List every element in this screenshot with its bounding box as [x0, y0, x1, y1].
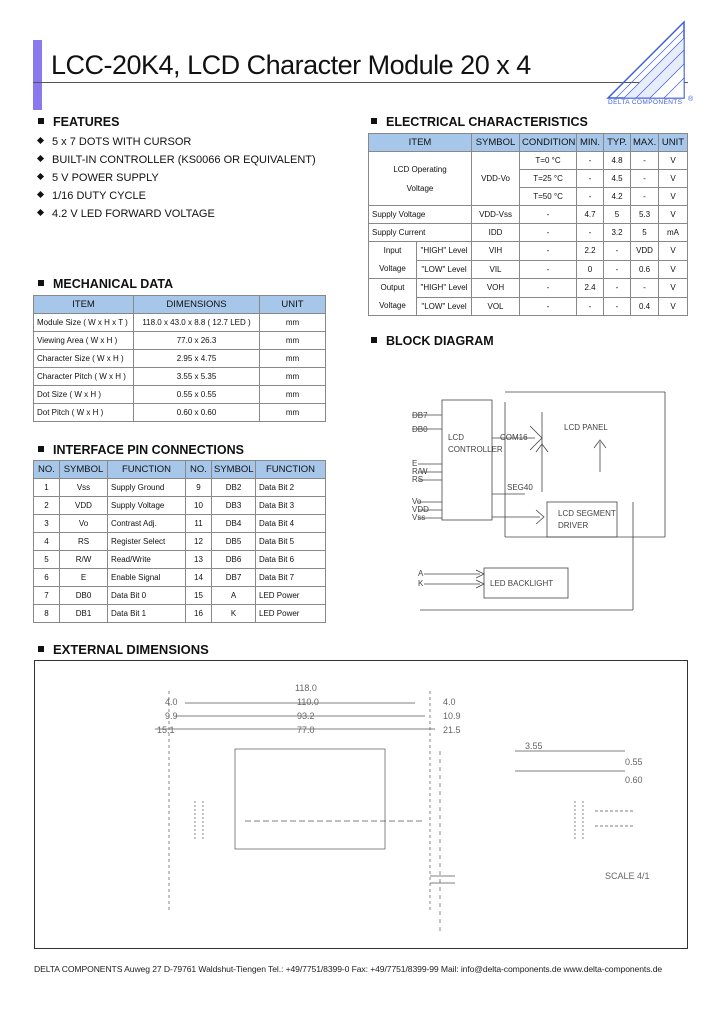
logo-text: DELTA COMPONENTS: [608, 99, 683, 106]
table-cell: "LOW" Level: [417, 297, 472, 316]
block-diagram: [360, 352, 690, 612]
table-cell: -: [520, 297, 577, 316]
dim-label: 9.9: [165, 711, 178, 721]
bd-label-ctrl2: CONTROLLER: [448, 445, 503, 454]
table-row: [34, 497, 326, 515]
table-cell: -: [604, 260, 631, 279]
table-cell: VDD: [60, 497, 108, 515]
table-cell: [369, 152, 472, 206]
cell-label: Voltage: [379, 264, 406, 273]
table-cell: Viewing Area ( W x H ): [34, 332, 134, 350]
table-cell: Register Select: [108, 533, 186, 551]
cell-label: Voltage: [406, 183, 434, 193]
table-cell: Vo: [60, 515, 108, 533]
table-cell: -: [577, 188, 604, 206]
dim-label: 110.0: [297, 697, 319, 707]
delta-logo: [604, 18, 694, 110]
interface-heading-text: INTERFACE PIN CONNECTIONS: [53, 443, 244, 457]
bd-label-db7: DB7: [412, 411, 428, 420]
table-row: [34, 350, 326, 368]
dim-label: 77.0: [297, 725, 315, 735]
mechanical-heading: [38, 277, 173, 291]
bd-label-a: A: [418, 569, 424, 578]
dim-label: 0.60: [625, 775, 643, 785]
table-cell: -: [604, 297, 631, 316]
driver-block: [547, 502, 617, 537]
table-cell: K: [212, 605, 256, 623]
feature-text: 5 x 7 DOTS WITH CURSOR: [52, 136, 192, 148]
table-row: [369, 152, 688, 170]
bd-label-pin: RS: [412, 475, 424, 484]
table-cell: 2.95 x 4.75: [134, 350, 260, 368]
table-cell: 14: [186, 569, 212, 587]
table-cell: Data Bit 5: [256, 533, 326, 551]
table-cell: Dot Pitch ( W x H ): [34, 404, 134, 422]
table-cell: -: [520, 224, 577, 242]
table-cell: Data Bit 1: [108, 605, 186, 623]
table-cell: 3: [34, 515, 60, 533]
features-heading: [38, 115, 119, 129]
table-row: [369, 260, 688, 279]
table-cell: 6: [34, 569, 60, 587]
table-cell: -: [520, 206, 577, 224]
dim-label: 4.0: [165, 697, 178, 707]
electrical-heading: [371, 115, 588, 129]
features-heading-text: FEATURES: [53, 115, 120, 129]
table-row: [34, 479, 326, 497]
table-cell: 4.8: [604, 152, 631, 170]
table-row: [34, 368, 326, 386]
scale-label: SCALE 4/1: [605, 871, 650, 881]
table-header-row: [34, 296, 326, 314]
column-header: TYP.: [604, 134, 631, 152]
table-cell: VIL: [472, 260, 520, 279]
table-row: [34, 605, 326, 623]
electrical-table: [368, 133, 688, 316]
table-cell: V: [659, 297, 688, 316]
dim-label: 0.55: [625, 757, 643, 767]
footer-contact: DELTA COMPONENTS Auweg 27 D-79761 Waldshut-Tiengen Tel.: +49/7751/8399-0 Fax: +49/7751/8399-99 Mail: info@delta-components.de www.delta-components.de: [34, 964, 663, 974]
table-cell: 15: [186, 587, 212, 605]
table-cell: "HIGH" Level: [417, 242, 472, 261]
table-cell: 5: [604, 206, 631, 224]
column-header: SYMBOL: [472, 134, 520, 152]
external-heading-text: EXTERNAL DIMENSIONS: [53, 642, 209, 657]
table-cell: mA: [659, 224, 688, 242]
table-cell: -: [577, 224, 604, 242]
table-cell: T=0 °C: [520, 152, 577, 170]
table-cell: Dot Size ( W x H ): [34, 386, 134, 404]
bd-label-pin: E: [412, 459, 418, 468]
table-cell: 2: [34, 497, 60, 515]
table-cell: V: [659, 260, 688, 279]
table-cell: 4.7: [577, 206, 604, 224]
bd-label-driver2: DRIVER: [558, 521, 589, 530]
table-cell: DB0: [60, 587, 108, 605]
feature-item: [38, 190, 146, 202]
table-cell: V: [659, 188, 688, 206]
bd-label-seg: SEG40: [507, 483, 533, 492]
table-cell: 2.2: [577, 242, 604, 261]
table-cell: -: [631, 279, 659, 298]
table-cell: -: [631, 188, 659, 206]
table-cell: Character Pitch ( W x H ): [34, 368, 134, 386]
table-cell: 0.60 x 0.60: [134, 404, 260, 422]
table-cell: Data Bit 0: [108, 587, 186, 605]
controller-block: [442, 400, 492, 520]
bd-label-backlight: LED BACKLIGHT: [490, 579, 554, 588]
table-cell: mm: [260, 386, 326, 404]
cell-label: Voltage: [379, 301, 406, 310]
table-cell: V: [659, 242, 688, 261]
table-cell: Data Bit 6: [256, 551, 326, 569]
table-row: [369, 279, 688, 298]
external-dimensions-drawing: [35, 661, 687, 948]
cell-label: Input: [383, 246, 402, 255]
table-row: [34, 314, 326, 332]
table-cell: VDD-Vo: [472, 152, 520, 206]
delta-triangle-icon: [604, 18, 694, 110]
table-cell: 3.55 x 5.35: [134, 368, 260, 386]
bd-label-driver: LCD SEGMENT: [558, 509, 616, 518]
table-cell: V: [659, 152, 688, 170]
feature-item: [38, 154, 316, 166]
table-cell: 0: [577, 260, 604, 279]
table-cell: VIH: [472, 242, 520, 261]
table-row: [34, 386, 326, 404]
logo-registered: ®: [688, 96, 694, 103]
column-header: MAX.: [631, 134, 659, 152]
column-header: NO.: [186, 461, 212, 479]
table-cell: R/W: [60, 551, 108, 569]
table-cell: 0.4: [631, 297, 659, 316]
feature-text: 1/16 DUTY CYCLE: [52, 190, 146, 202]
column-header: FUNCTION: [256, 461, 326, 479]
column-header: NO.: [34, 461, 60, 479]
dim-label: 3.55: [525, 741, 543, 751]
table-cell: [369, 279, 417, 316]
cell-label: LCD Operating: [393, 164, 447, 174]
table-cell: Data Bit 2: [256, 479, 326, 497]
table-cell: 5: [34, 551, 60, 569]
table-cell: -: [631, 170, 659, 188]
feature-item: [38, 136, 191, 148]
electrical-heading-text: ELECTRICAL CHARACTERISTICS: [386, 115, 588, 129]
external-dimensions-box: [34, 660, 688, 949]
table-cell: RS: [60, 533, 108, 551]
table-row: [369, 297, 688, 316]
table-row: [34, 587, 326, 605]
table-cell: 77.0 x 26.3: [134, 332, 260, 350]
table-cell: -: [520, 242, 577, 261]
table-cell: Supply Voltage: [108, 497, 186, 515]
feature-text: 4.2 V LED FORWARD VOLTAGE: [52, 208, 215, 220]
bd-label-k: K: [418, 579, 424, 588]
table-cell: VDD: [631, 242, 659, 261]
table-cell: VOL: [472, 297, 520, 316]
mechanical-heading-text: MECHANICAL DATA: [53, 277, 174, 291]
table-cell: -: [577, 297, 604, 316]
table-cell: Supply Voltage: [369, 206, 472, 224]
table-cell: mm: [260, 368, 326, 386]
table-cell: -: [577, 152, 604, 170]
table-cell: Read/Write: [108, 551, 186, 569]
bd-label-pin: Vss: [412, 513, 426, 522]
table-cell: 0.55 x 0.55: [134, 386, 260, 404]
table-cell: [369, 242, 417, 279]
table-cell: Vss: [60, 479, 108, 497]
table-cell: VDD-Vss: [472, 206, 520, 224]
block-diagram-heading-text: BLOCK DIAGRAM: [386, 334, 494, 348]
feature-item: [38, 208, 215, 220]
table-row: [34, 551, 326, 569]
page-title: LCC-20K4, LCD Character Module 20 x 4: [51, 50, 531, 80]
column-header: DIMENSIONS: [134, 296, 260, 314]
column-header: SYMBOL: [60, 461, 108, 479]
dim-label: 15.1: [157, 725, 175, 735]
table-cell: V: [659, 206, 688, 224]
column-header: UNIT: [659, 134, 688, 152]
mechanical-table: [33, 295, 326, 422]
table-cell: 3.2: [604, 224, 631, 242]
dim-label: 93.2: [297, 711, 315, 721]
table-row: [34, 404, 326, 422]
table-cell: DB4: [212, 515, 256, 533]
table-cell: Supply Ground: [108, 479, 186, 497]
bd-label-pin: R/W: [412, 467, 428, 476]
table-cell: -: [604, 242, 631, 261]
table-cell: 10: [186, 497, 212, 515]
table-cell: 4: [34, 533, 60, 551]
column-header: SYMBOL: [212, 461, 256, 479]
dim-label: 21.5: [443, 725, 461, 735]
column-header: FUNCTION: [108, 461, 186, 479]
table-cell: Data Bit 4: [256, 515, 326, 533]
table-cell: -: [631, 152, 659, 170]
table-cell: 4.5: [604, 170, 631, 188]
table-cell: DB7: [212, 569, 256, 587]
table-cell: 118.0 x 43.0 x 8.8 ( 12.7 LED ): [134, 314, 260, 332]
viewing-area-outline: [235, 749, 385, 849]
bd-label-ctrl: LCD: [448, 433, 465, 442]
table-cell: V: [659, 279, 688, 298]
title-divider: [33, 82, 688, 83]
title-accent-bar: [33, 40, 42, 110]
table-cell: -: [604, 279, 631, 298]
table-row: [369, 206, 688, 224]
table-row: [34, 515, 326, 533]
table-cell: -: [577, 170, 604, 188]
table-row: [34, 332, 326, 350]
table-cell: Module Size ( W x H x T ): [34, 314, 134, 332]
table-cell: E: [60, 569, 108, 587]
table-cell: DB3: [212, 497, 256, 515]
pin-table: [33, 460, 326, 623]
column-header: UNIT: [260, 296, 326, 314]
table-cell: 5.3: [631, 206, 659, 224]
table-cell: DB1: [60, 605, 108, 623]
dim-label: 118.0: [295, 683, 317, 693]
table-row: [369, 242, 688, 261]
bd-label-panel: LCD PANEL: [564, 423, 608, 432]
table-cell: Contrast Adj.: [108, 515, 186, 533]
table-cell: 8: [34, 605, 60, 623]
table-cell: A: [212, 587, 256, 605]
feature-item: [38, 172, 159, 184]
table-cell: Data Bit 3: [256, 497, 326, 515]
external-heading: [38, 642, 209, 657]
table-header-row: [369, 134, 688, 152]
table-cell: "LOW" Level: [417, 260, 472, 279]
table-cell: IDD: [472, 224, 520, 242]
table-cell: Supply Current: [369, 224, 472, 242]
bd-label-db0: DB0: [412, 425, 428, 434]
table-cell: Character Size ( W x H ): [34, 350, 134, 368]
dim-label: 4.0: [443, 697, 456, 707]
dim-label: 10.9: [443, 711, 461, 721]
cell-label: Output: [380, 283, 405, 292]
table-cell: LED Power: [256, 587, 326, 605]
table-row: [369, 224, 688, 242]
table-cell: V: [659, 170, 688, 188]
table-cell: Data Bit 7: [256, 569, 326, 587]
column-header: MIN.: [577, 134, 604, 152]
table-cell: 9: [186, 479, 212, 497]
table-cell: T=50 °C: [520, 188, 577, 206]
table-cell: -: [520, 260, 577, 279]
table-cell: 7: [34, 587, 60, 605]
table-cell: mm: [260, 332, 326, 350]
table-cell: LED Power: [256, 605, 326, 623]
table-cell: mm: [260, 314, 326, 332]
column-header: ITEM: [369, 134, 472, 152]
interface-heading: [38, 443, 244, 457]
table-cell: mm: [260, 350, 326, 368]
table-cell: 4.2: [604, 188, 631, 206]
bd-label-pin: Vo: [412, 497, 422, 506]
table-cell: "HIGH" Level: [417, 279, 472, 298]
table-cell: DB6: [212, 551, 256, 569]
table-cell: VOH: [472, 279, 520, 298]
bd-label-pin: VDD: [412, 505, 429, 514]
table-cell: mm: [260, 404, 326, 422]
table-cell: 12: [186, 533, 212, 551]
table-cell: 2.4: [577, 279, 604, 298]
feature-text: BUILT-IN CONTROLLER (KS0066 OR EQUIVALENT): [52, 154, 316, 166]
column-header: CONDITION: [520, 134, 577, 152]
table-cell: 13: [186, 551, 212, 569]
bd-label-com: COM16: [500, 433, 528, 442]
table-cell: DB2: [212, 479, 256, 497]
table-cell: Enable Signal: [108, 569, 186, 587]
table-cell: 16: [186, 605, 212, 623]
table-cell: T=25 °C: [520, 170, 577, 188]
table-cell: DB5: [212, 533, 256, 551]
column-header: ITEM: [34, 296, 134, 314]
block-diagram-heading: [371, 334, 494, 348]
table-cell: -: [520, 279, 577, 298]
table-cell: 11: [186, 515, 212, 533]
table-row: [34, 533, 326, 551]
table-cell: 5: [631, 224, 659, 242]
table-header-row: [34, 461, 326, 479]
table-cell: 1: [34, 479, 60, 497]
feature-text: 5 V POWER SUPPLY: [52, 172, 159, 184]
table-row: [34, 569, 326, 587]
table-cell: 0.6: [631, 260, 659, 279]
